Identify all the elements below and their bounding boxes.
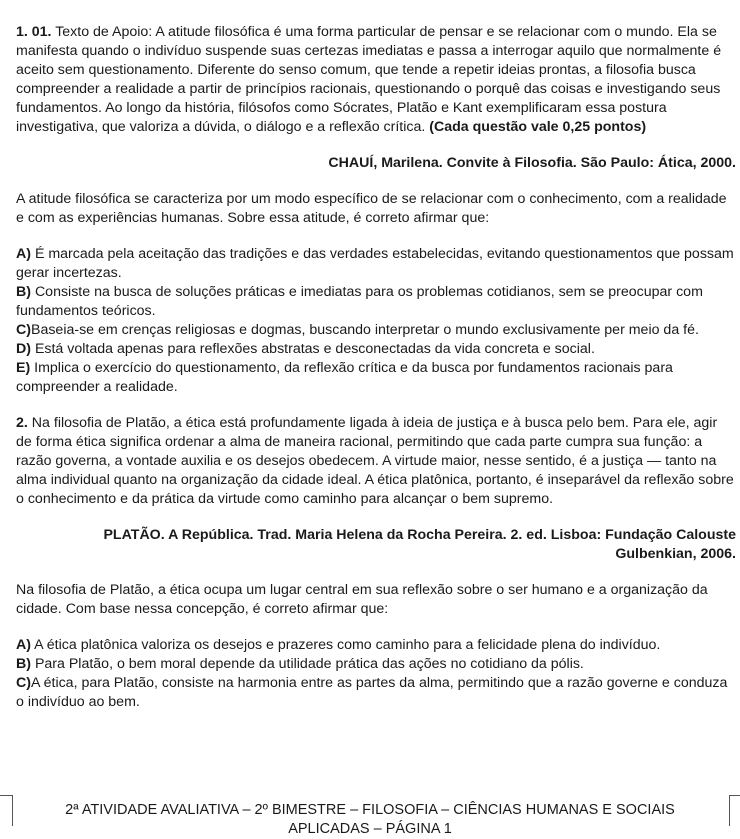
question-1-citation: CHAUÍ, Marilena. Convite à Filosofia. São Paulo: Ática, 2000. — [328, 155, 736, 171]
question-1-options — [16, 245, 736, 397]
question-1-option-b[interactable]: B) Consiste na busca de soluções práticas e imediatas para os problemas cotidianos, sem se preocupar com fundamentos teóricos. — [16, 284, 703, 319]
question-2-number: 2. — [16, 415, 28, 431]
page-footer — [0, 772, 740, 835]
footer-title — [0, 801, 740, 839]
question-2-support-text — [16, 414, 736, 509]
question-1-support-text — [16, 23, 736, 137]
question-1-number: 1. 01. — [16, 24, 52, 40]
question-2-option-c[interactable]: C)A ética, para Platão, consiste na harmonia entre as partes da alma, permitindo que a razão governe e conduza o indivíduo ao bem. — [16, 675, 728, 710]
question-2-options — [16, 636, 736, 712]
question-1-stem: A atitude filosófica se caracteriza por um modo específico de se relacionar com o conhecimento, com a realidade e com as experiências humanas. Sobre essa atitude, é correto afirmar que: — [16, 191, 727, 226]
footer-line-1: 2ª ATIVIDADE AVALIATIVA – 2º BIMESTRE – FILOSOFIA – CIÊNCIAS HUMANAS E SOCIAIS — [65, 802, 675, 818]
question-1-text: Texto de Apoio: A atitude filosófica é uma forma particular de pensar e se relacionar com o mundo. Ela se manifesta quando o indivíduo suspende suas certezas imediatas e passa a interrogar aquilo que normalmente é aceito sem questionamento. Diferente do senso comum, que tende a repetir ideias prontas, a filosofia busca compreender a realidade a partir de princípios racionais, questionando o porquê das coisas e investigando seus fundamentos. Ao longo da história, filósofos como Sócrates, Platão e Kant exemplificaram essa postura investigativa, que valoriza a dúvida, o diálogo e a reflexão crítica. — [16, 24, 722, 135]
question-2-stem: Na filosofia de Platão, a ética ocupa um lugar central em sua reflexão sobre o ser humano e a organização da cidade. Com base nessa concepção, é correto afirmar que: — [16, 582, 708, 617]
document-body — [16, 23, 736, 729]
question-1-option-a[interactable]: A) É marcada pela aceitação das tradições e das verdades estabelecidas, evitando questionamentos que possam gerar incertezas. — [16, 246, 734, 281]
question-1-option-d[interactable]: D) Está voltada apenas para reflexões abstratas e desconectadas da vida concreta e social. — [16, 341, 595, 357]
question-1-option-c[interactable]: C)Baseia-se em crenças religiosas e dogmas, buscando interpretar o mundo exclusivamente per meio da fé. — [16, 322, 699, 338]
footer-line-2: APLICADAS – PÁGINA 1 — [288, 821, 452, 837]
question-value-note: (Cada questão vale 0,25 pontos) — [429, 119, 647, 135]
question-2-text: Na filosofia de Platão, a ética está profundamente ligada à ideia de justiça e à busca pelo bem. Para ele, agir de forma ética significa ordenar a alma de maneira racional, permitindo que cada parte cumpra sua função: a razão governa, a vontade auxilia e os desejos obedecem. A virtude maior, nesse sentido, é a justiça — tanto na alma individual quanto na organização da cidade ideal. A ética platônica, portanto, é inseparável da reflexão sobre o conhecimento e da prática da virtude como caminho para alcançar o bem supremo. — [16, 415, 734, 507]
question-2-option-b[interactable]: B) Para Platão, o bem moral depende da utilidade prática das ações no cotidiano da pólis. — [16, 656, 584, 672]
question-1-option-e[interactable]: E) Implica o exercício do questionamento, da reflexão crítica e da busca por fundamentos racionais para compreender a realidade. — [16, 360, 673, 395]
question-2-citation: PLATÃO. A República. Trad. Maria Helena da Rocha Pereira. 2. ed. Lisboa: Fundação Calouste Gulbenkian, 2006. — [103, 527, 736, 562]
question-2-option-a[interactable]: A) A ética platônica valoriza os desejos e prazeres como caminho para a felicidade plena do indivíduo. — [16, 637, 661, 653]
